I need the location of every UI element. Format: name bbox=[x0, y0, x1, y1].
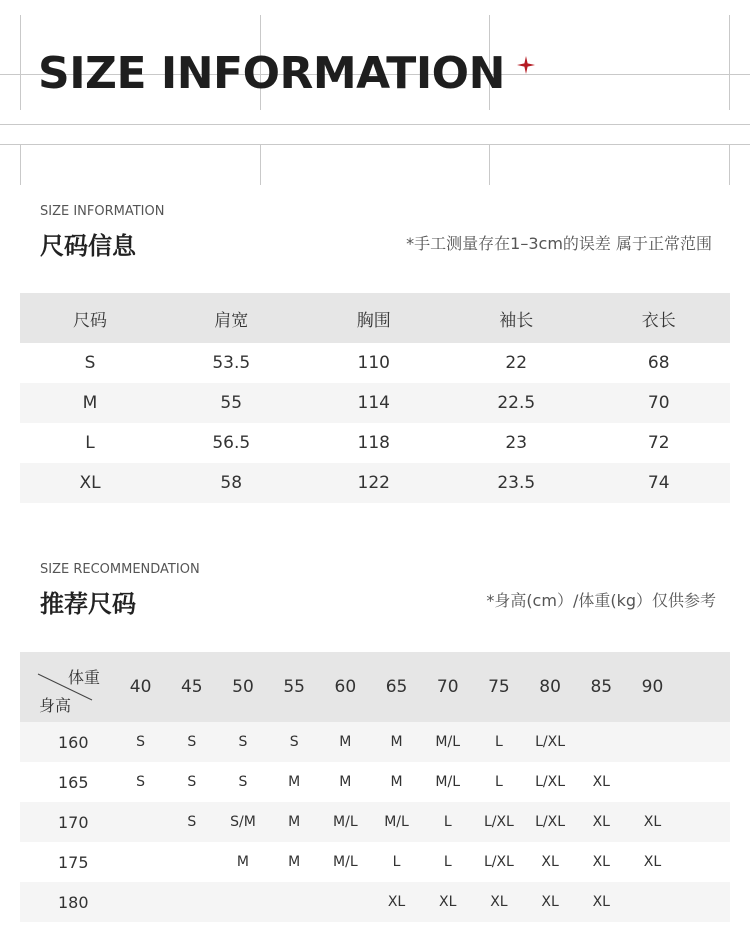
table-row bbox=[20, 762, 730, 802]
size-cell: L bbox=[443, 854, 452, 870]
height-label: 160 bbox=[58, 732, 89, 752]
size-cell: XL bbox=[592, 894, 610, 910]
size-cell: XL bbox=[387, 894, 406, 910]
corner-height-label: 身高 bbox=[39, 696, 72, 715]
size-cell: L/XL bbox=[483, 854, 514, 870]
size-cell: XL bbox=[541, 894, 559, 910]
weight-header: 90 bbox=[641, 677, 664, 697]
size-cell: S bbox=[187, 734, 197, 750]
weight-header: 65 bbox=[385, 677, 408, 697]
column-header: 胸围 bbox=[356, 310, 391, 331]
recommend-title: 推荐尺码 bbox=[40, 590, 136, 618]
size-cell: M bbox=[339, 774, 352, 790]
size-cell: L bbox=[392, 854, 401, 870]
recommend-table bbox=[20, 652, 730, 922]
table-cell: XL bbox=[79, 473, 101, 493]
sparkle-star-icon bbox=[516, 55, 536, 75]
table-cell: 114 bbox=[357, 393, 390, 413]
size-cell: S bbox=[136, 774, 146, 790]
table-cell: 55 bbox=[220, 393, 243, 413]
weight-header: 70 bbox=[436, 677, 459, 697]
table-row bbox=[20, 802, 730, 842]
weight-header: 85 bbox=[590, 677, 613, 697]
table-cell: M bbox=[82, 393, 98, 413]
table-cell: 122 bbox=[357, 473, 390, 493]
height-label: 175 bbox=[58, 852, 89, 872]
header-corner-cell bbox=[20, 652, 115, 722]
table-cell: 23.5 bbox=[497, 473, 536, 493]
grid-line bbox=[729, 15, 730, 110]
column-header: 衣长 bbox=[641, 310, 676, 331]
size-cell: M/L bbox=[333, 854, 358, 870]
table-row bbox=[20, 722, 730, 762]
table-cell: 68 bbox=[647, 353, 670, 373]
size-cell: S bbox=[187, 814, 197, 830]
grid-line bbox=[729, 145, 730, 185]
size-cell: S bbox=[136, 734, 146, 750]
table-cell: 58 bbox=[220, 473, 243, 493]
size-cell: L bbox=[443, 814, 452, 830]
size-cell: M bbox=[339, 734, 352, 750]
size-cell: S/M bbox=[230, 814, 256, 830]
hero-title: SIZE INFORMATION bbox=[38, 48, 505, 99]
grid-line bbox=[20, 145, 21, 185]
height-label: 165 bbox=[58, 772, 89, 792]
size-cell: L/XL bbox=[535, 774, 566, 790]
size-cell: M bbox=[390, 774, 403, 790]
table-row bbox=[20, 343, 730, 383]
size-table-header bbox=[20, 293, 730, 343]
table-row bbox=[20, 842, 730, 882]
size-cell: L/XL bbox=[483, 814, 514, 830]
recommend-table-header bbox=[20, 652, 730, 722]
grid-line bbox=[260, 145, 261, 185]
corner-weight-label: 体重 bbox=[68, 668, 101, 687]
size-table bbox=[20, 293, 730, 503]
table-cell: 110 bbox=[357, 353, 390, 373]
recommend-note: *身高(cm）/体重(kg）仅供参考 bbox=[486, 591, 716, 610]
table-cell: 70 bbox=[647, 393, 670, 413]
size-cell: M/L bbox=[435, 734, 461, 750]
weight-header: 60 bbox=[334, 677, 357, 697]
size-cell: M bbox=[288, 814, 301, 830]
grid-line bbox=[0, 144, 750, 145]
height-label: 180 bbox=[58, 892, 89, 912]
table-cell: 22 bbox=[505, 353, 528, 373]
size-info-subtitle: SIZE INFORMATION bbox=[40, 204, 165, 219]
size-cell: XL bbox=[643, 854, 662, 870]
table-row bbox=[20, 463, 730, 503]
size-cell: M bbox=[288, 774, 301, 790]
size-info-title: 尺码信息 bbox=[40, 232, 136, 260]
size-cell: XL bbox=[439, 894, 457, 910]
size-cell: M bbox=[390, 734, 403, 750]
size-cell: M/L bbox=[333, 814, 358, 830]
table-row bbox=[20, 882, 730, 922]
size-cell: XL bbox=[592, 814, 610, 830]
weight-header: 50 bbox=[232, 677, 254, 697]
table-row bbox=[20, 423, 730, 463]
size-cell: L/XL bbox=[535, 734, 566, 750]
table-row bbox=[20, 383, 730, 423]
height-label: 170 bbox=[58, 812, 89, 832]
recommend-subtitle: SIZE RECOMMENDATION bbox=[40, 562, 200, 577]
size-info-note: *手工测量存在1–3cm的误差 属于正常范围 bbox=[406, 234, 712, 253]
column-header: 袖长 bbox=[499, 310, 534, 331]
weight-header: 75 bbox=[488, 677, 510, 697]
size-cell: S bbox=[187, 774, 197, 790]
grid-line bbox=[0, 124, 750, 125]
size-cell: L bbox=[495, 734, 503, 750]
size-cell: M/L bbox=[384, 814, 409, 830]
table-cell: 56.5 bbox=[212, 433, 251, 453]
size-cell: XL bbox=[592, 854, 610, 870]
size-cell: S bbox=[238, 734, 248, 750]
size-cell: XL bbox=[592, 774, 610, 790]
grid-line bbox=[489, 145, 490, 185]
size-cell: XL bbox=[541, 854, 559, 870]
table-cell: 23 bbox=[505, 433, 528, 453]
weight-header: 45 bbox=[180, 677, 203, 697]
size-cell: M bbox=[288, 854, 301, 870]
size-cell: L/XL bbox=[535, 814, 566, 830]
table-cell: L bbox=[85, 433, 95, 453]
size-cell: XL bbox=[643, 814, 662, 830]
table-cell: 72 bbox=[647, 433, 670, 453]
table-cell: 22.5 bbox=[497, 393, 536, 413]
table-cell: S bbox=[84, 353, 96, 373]
size-cell: S bbox=[238, 774, 248, 790]
table-cell: 53.5 bbox=[212, 353, 251, 373]
weight-header: 55 bbox=[283, 677, 305, 697]
size-cell: M bbox=[236, 854, 250, 870]
size-cell: S bbox=[289, 734, 299, 750]
table-cell: 74 bbox=[647, 473, 670, 493]
weight-header: 80 bbox=[539, 677, 561, 697]
size-cell: M/L bbox=[435, 774, 461, 790]
table-cell: 118 bbox=[357, 433, 390, 453]
size-cell: L bbox=[495, 774, 503, 790]
size-cell: XL bbox=[490, 894, 508, 910]
column-header: 肩宽 bbox=[214, 310, 249, 331]
weight-header: 40 bbox=[129, 677, 152, 697]
grid-line bbox=[20, 15, 21, 110]
column-header: 尺码 bbox=[73, 310, 107, 331]
